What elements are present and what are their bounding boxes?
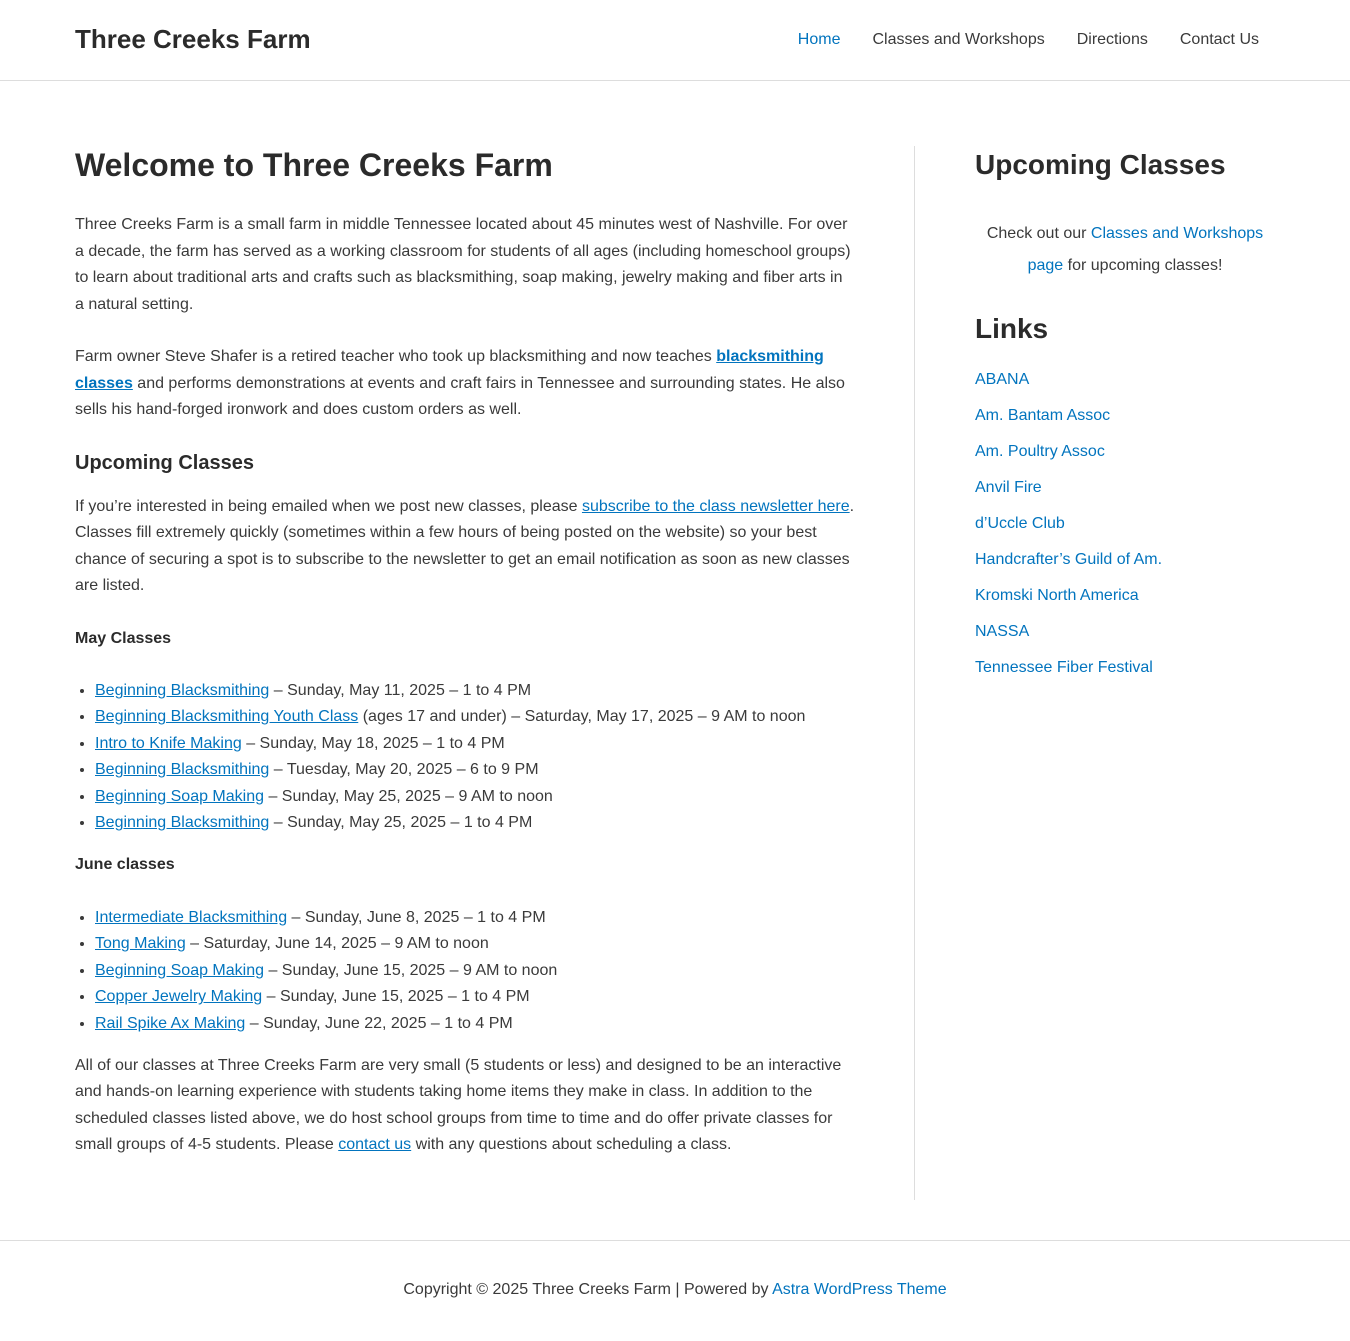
class-details: – Sunday, June 22, 2025 – 1 to 4 PM: [245, 1014, 513, 1032]
page-title: Welcome to Three Creeks Farm: [75, 147, 553, 183]
site-header: [0, 0, 1350, 81]
list-item: [95, 704, 855, 730]
upcoming-classes-heading: Upcoming Classes: [75, 451, 254, 474]
link-anvil-fire[interactable]: Anvil Fire: [975, 479, 1042, 496]
closing-text-before: All of our classes at Three Creeks Farm are very small (5 students or less) and designed to be an interactive and hands-on learning experience with students taking home items they make in class. In addition to the scheduled classes listed above, we do host school groups from time to time and do offer private classes for small groups of 4-5 students. Please: [75, 1056, 842, 1154]
link-abana[interactable]: ABANA: [975, 371, 1030, 388]
closing-text-after: with any questions about scheduling a class.: [411, 1136, 732, 1154]
nav-classes-and-workshops[interactable]: Classes and Workshops: [872, 31, 1045, 48]
list-item: [95, 678, 855, 704]
sidebar-upcoming-title: Upcoming Classes: [975, 149, 1226, 180]
owner-text-after: and performs demonstrations at events and craft fairs in Tennessee and surrounding states. He also sells his hand-forged ironwork and does custom orders as well.: [75, 374, 845, 418]
class-link[interactable]: Rail Spike Ax Making: [95, 1014, 246, 1032]
intro-paragraph: Three Creeks Farm is a small farm in middle Tennessee located about 45 minutes west of Nashville. For over a decade, the farm has served as a working classroom for students of all ages (including homeschool groups) to learn about traditional arts and crafts such as blacksmithing, soap making, jewelry making and fiber arts in a natural setting.: [75, 216, 851, 313]
class-link[interactable]: Tong Making: [95, 935, 186, 953]
newsletter-text-after: . Classes fill extremely quickly (sometimes within a few hours of being posted on the website) so your best chance of securing a spot is to subscribe to the newsletter to get an email notification as soon as new classes are listed.: [75, 497, 855, 594]
class-details: – Tuesday, May 20, 2025 – 6 to 9 PM: [269, 761, 539, 779]
link-am-poultry-assoc[interactable]: Am. Poultry Assoc: [975, 443, 1105, 460]
sidebar-upcoming-text: [975, 218, 1275, 282]
link-kromski-north-america[interactable]: Kromski North America: [975, 587, 1139, 604]
footer-copyright: [0, 1281, 1350, 1299]
may-classes-list: [95, 678, 855, 836]
main-content: [75, 146, 855, 1185]
copyright-text: Copyright © 2025 Three Creeks Farm | Powered by: [403, 1281, 773, 1298]
site-footer: [0, 1240, 1350, 1341]
list-item: [95, 1011, 855, 1037]
list-item: [95, 984, 855, 1010]
list-item: [95, 905, 855, 931]
astra-theme-link[interactable]: Astra WordPress Theme: [772, 1281, 947, 1298]
owner-paragraph: [75, 344, 855, 424]
sidebar: [975, 146, 1275, 686]
newsletter-paragraph: [75, 494, 855, 600]
sidebar-upcoming-after: for upcoming classes!: [1063, 257, 1223, 274]
link-duccle-club[interactable]: d’Uccle Club: [975, 515, 1065, 532]
list-item: [95, 931, 855, 957]
class-link[interactable]: Beginning Blacksmithing: [95, 682, 270, 699]
link-am-bantam-assoc[interactable]: Am. Bantam Assoc: [975, 407, 1111, 424]
class-details: – Sunday, June 15, 2025 – 9 AM to noon: [264, 961, 558, 979]
link-tennessee-fiber-festival[interactable]: Tennessee Fiber Festival: [975, 659, 1153, 676]
nav-directions[interactable]: Directions: [1076, 31, 1148, 48]
contact-us-link[interactable]: contact us: [338, 1136, 412, 1154]
class-link[interactable]: Beginning Blacksmithing Youth Class: [95, 708, 359, 726]
nav-home[interactable]: Home: [797, 31, 841, 48]
site-title[interactable]: Three Creeks Farm: [75, 24, 311, 54]
class-link[interactable]: Copper Jewelry Making: [95, 988, 263, 1006]
class-details: – Sunday, May 25, 2025 – 9 AM to noon: [264, 787, 553, 805]
sidebar-upcoming-before: Check out our: [986, 225, 1091, 242]
newsletter-text-before: If you’re interested in being emailed when we post new classes, please: [75, 497, 582, 515]
class-details: – Sunday, June 15, 2025 – 1 to 4 PM: [262, 988, 530, 1006]
list-item: [95, 731, 855, 757]
sidebar-classes-link[interactable]: Classes and Workshops page: [1027, 225, 1264, 274]
content-divider: [914, 146, 915, 1200]
class-link[interactable]: Beginning Blacksmithing: [95, 761, 270, 779]
class-link[interactable]: Intermediate Blacksmithing: [95, 908, 288, 926]
class-details: – Sunday, May 18, 2025 – 1 to 4 PM: [241, 734, 505, 752]
may-classes-heading: May Classes: [75, 629, 172, 647]
link-handcrafters-guild[interactable]: Handcrafter’s Guild of Am.: [975, 551, 1163, 568]
sidebar-links: [975, 310, 1275, 686]
owner-text-before: Farm owner Steve Shafer is a retired teacher who took up blacksmithing and now teaches: [75, 348, 717, 365]
june-classes-heading: June classes: [75, 856, 175, 874]
class-link[interactable]: Beginning Soap Making: [95, 787, 265, 805]
sidebar-links-title: Links: [975, 313, 1049, 344]
blacksmithing-classes-link[interactable]: blacksmithing classes: [75, 348, 824, 392]
class-details: – Sunday, May 11, 2025 – 1 to 4 PM: [269, 682, 532, 699]
link-nassa[interactable]: NASSA: [975, 623, 1030, 640]
class-link[interactable]: Beginning Soap Making: [95, 961, 265, 979]
class-details: (ages 17 and under) – Saturday, May 17, 2025 – 9 AM to noon: [358, 708, 806, 726]
list-item: [95, 958, 855, 984]
class-details: – Saturday, June 14, 2025 – 9 AM to noon: [185, 935, 489, 953]
main-nav: [798, 31, 1259, 49]
newsletter-link[interactable]: subscribe to the class newsletter here: [581, 497, 850, 515]
class-details: – Sunday, June 8, 2025 – 1 to 4 PM: [287, 908, 546, 926]
class-details: – Sunday, May 25, 2025 – 1 to 4 PM: [269, 814, 533, 832]
list-item: [95, 810, 855, 836]
class-link[interactable]: Beginning Blacksmithing: [95, 814, 270, 832]
nav-contact-us[interactable]: Contact Us: [1179, 31, 1259, 48]
list-item: [95, 784, 855, 810]
closing-paragraph: [75, 1053, 855, 1159]
class-link[interactable]: Intro to Knife Making: [95, 734, 242, 752]
june-classes-list: [95, 905, 855, 1037]
list-item: [95, 757, 855, 783]
